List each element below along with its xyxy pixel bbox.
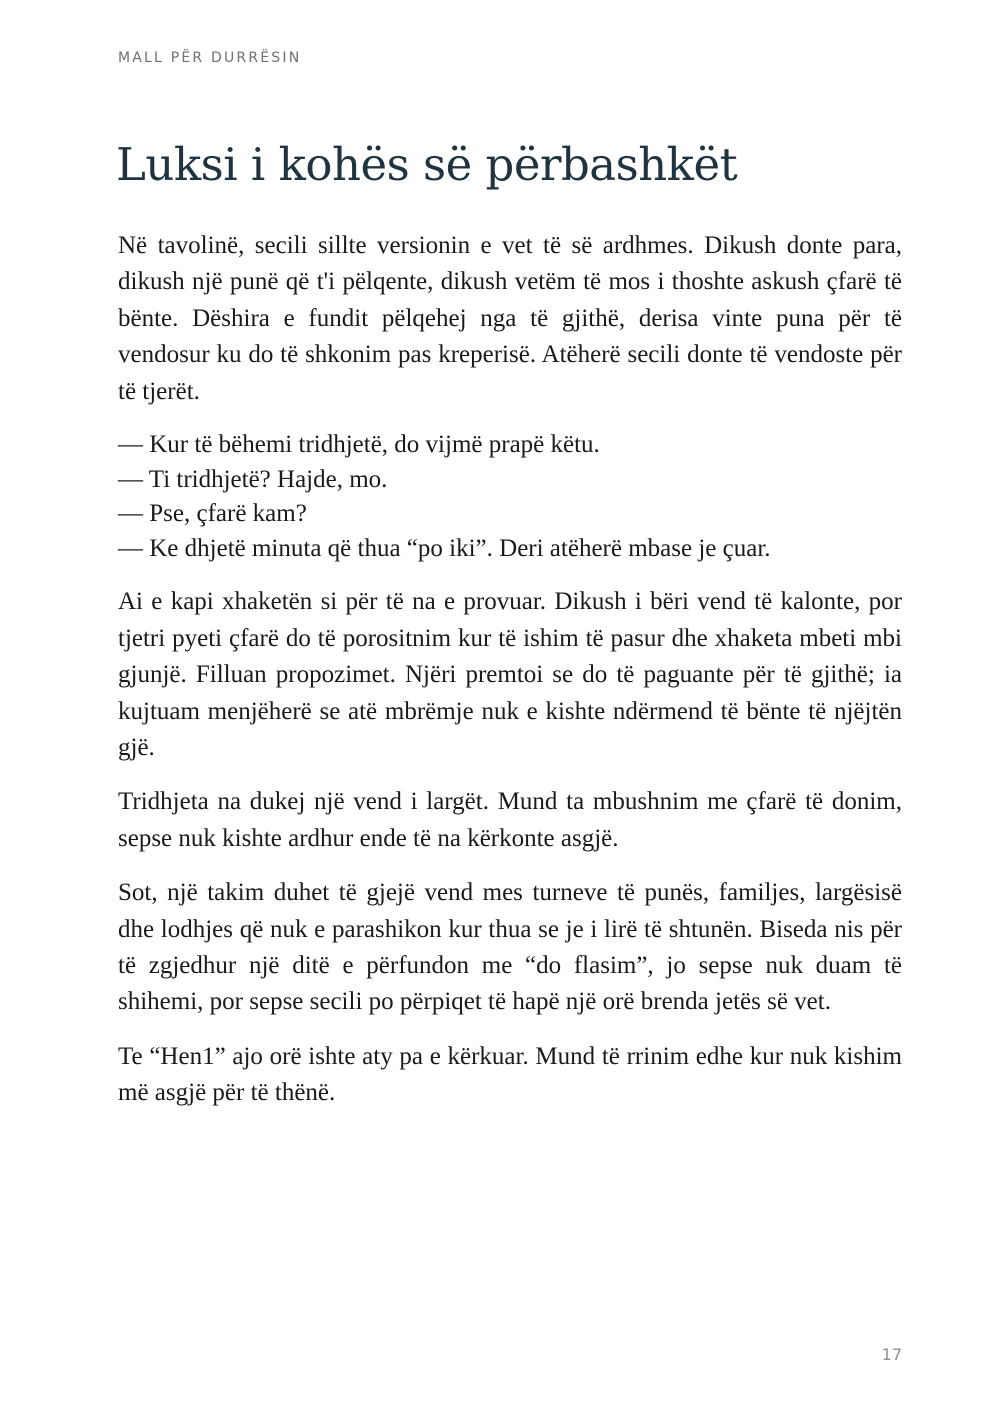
dialogue-line: — Kur të bëhemi tridhjetë, do vijmë prapë këtu.: [118, 431, 600, 459]
paragraph: Te “Hen1” ajo orë ishte aty pa e kërkuar. Mund të rrinim edhe kur nuk kishim më asgjë për të thënë.: [118, 1042, 902, 1107]
chapter-title: Luksi i kohës së përbashkët: [116, 138, 738, 191]
paragraph: Në tavolinë, secili sillte versionin e vet të së ardhmes. Dikush donte para, dikush një punë që t'i pëlqente, dikush vetëm të mos i thoshte askush çfarë të bënte. Dëshira e fundit pëlqehej nga të gjithë, derisa vinte puna për të vendosur ku do të shkonim pas kreperisë. Atëherë secili donte të vendoste për të tjerët.: [118, 232, 902, 405]
paragraph: Tridhjeta na dukej një vend i largët. Mund ta mbushnim me çfarë të donim, sepse nuk kishte ardhur ende të na kërkonte asgjë.: [118, 788, 902, 852]
chapter-body: [118, 228, 902, 1130]
dialogue-line: — Ti tridhjetë? Hajde, mo.: [118, 465, 388, 493]
dialogue-block: [118, 428, 902, 566]
dialogue-line: — Ke dhjetë minuta që thua “po iki”. Deri atëherë mbase je çuar.: [118, 534, 771, 562]
page-number: 17: [881, 1345, 902, 1364]
paragraph: Sot, një takim duhet të gjejë vend mes turneve të punës, familjes, largësisë dhe lodhjes që nuk e parashikon kur thua se je i lirë të shtunën. Biseda nis për të zgjedhur një ditë e përfundon me “do flasim”, jo sepse nuk duam të shihemi, por sepse secili po përpiqet të hapë një orë brenda jetës së vet.: [118, 879, 902, 1016]
dialogue-line: — Pse, çfarë kam?: [118, 500, 307, 528]
running-header: MALL PËR DURRËSIN: [118, 50, 302, 66]
paragraph: Ai e kapi xhaketën si për të na e provuar. Dikush i bëri vend të kalonte, por tjetri pyeti çfarë do të porositnim kur të ishim të pasur dhe xhaketa mbeti mbi gjunjë. Filluan propozimet. Njëri premtoi se do të paguante për të gjithë; ia kujtuam menjëherë se atë mbrëmje nuk e kishte ndërmend të bënte të njëjtën gjë.: [118, 588, 902, 762]
